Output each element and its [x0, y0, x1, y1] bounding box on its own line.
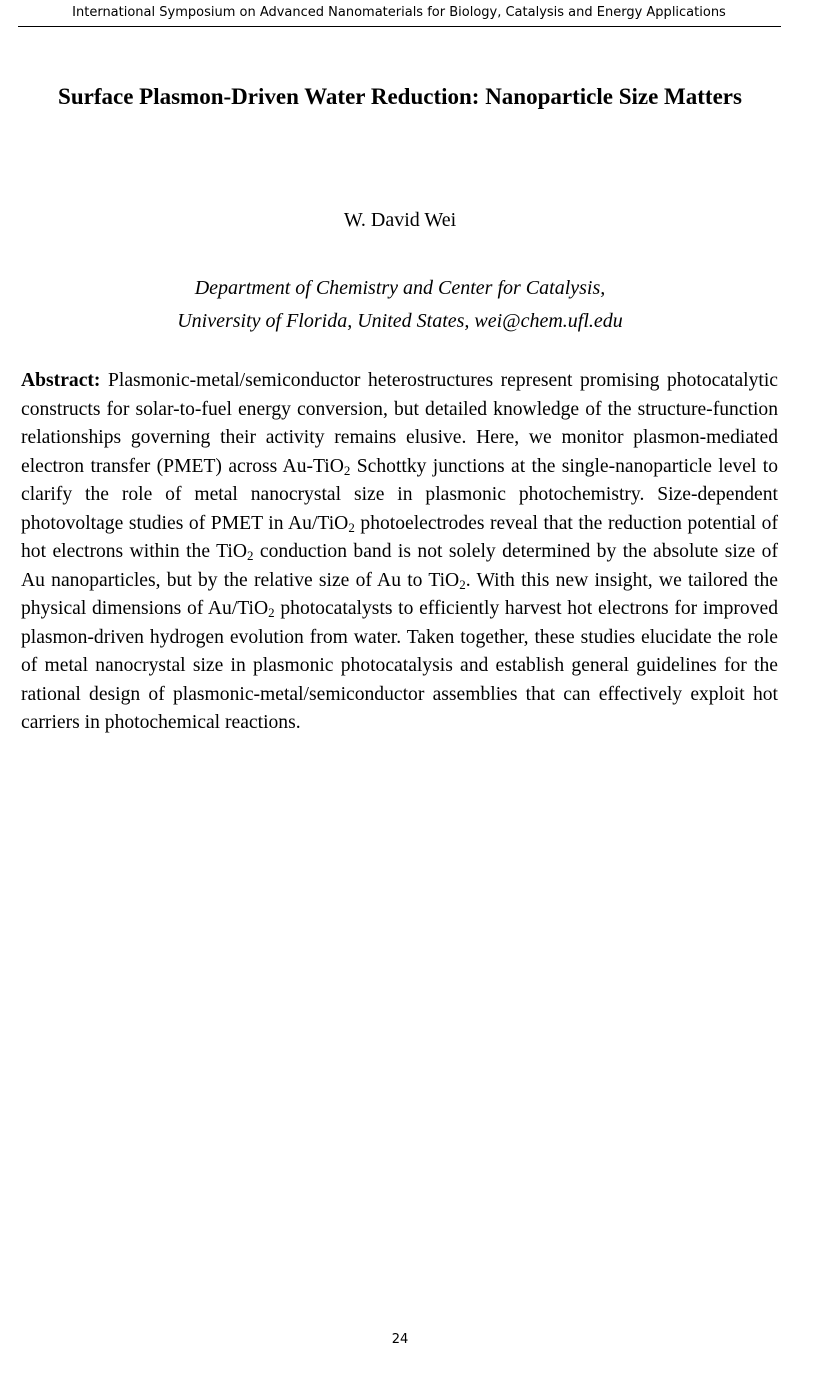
affiliation-line-1: Department of Chemistry and Center for Catalysis,	[194, 277, 606, 299]
subscript: 2	[247, 548, 254, 563]
subscript: 2	[348, 519, 355, 535]
page-number: 24	[391, 1332, 409, 1347]
running-header: International Symposium on Advanced Nanomaterials for Biology, Catalysis and Energy Applications	[72, 5, 726, 20]
abstract-text: photoelectrodes reveal that the reduction potential of hot electrons within the TiO	[21, 512, 779, 562]
subscript: 2	[459, 576, 466, 592]
affiliation	[20, 272, 780, 338]
paper-title: Surface Plasmon-Driven Water Reduction: Nanoparticle Size Matters	[58, 84, 742, 109]
abstract-paragraph	[21, 367, 778, 738]
subscript: 2	[268, 605, 275, 620]
abstract-text: Schottky junctions at the single-nanoparticle level to clarify the role of metal nanocrystal size in plasmonic photochemistry. Size-dependent photovoltage studies of PMET in Au/TiO	[21, 455, 778, 534]
abstract-text: Plasmonic-metal/semiconductor heterostructures represent promising photocatalytic constructs for solar-to-fuel energy conversion, but detailed knowledge of the structure-function relationships governing their activity remains elusive. Here, we monitor plasmon-mediated electron transfer (PMET) across Au-TiO	[21, 370, 778, 477]
abstract-text: . With this new insight, we tailored the physical dimensions of Au/TiO	[21, 569, 778, 619]
affiliation-line-2: University of Florida, United States, wei@chem.ufl.edu	[177, 310, 623, 332]
header-rule	[18, 26, 781, 27]
abstract-text: photocatalysts to efficiently harvest hot electrons for improved plasmon-driven hydrogen evolution from water. Taken together, these studies elucidate the role of metal nanocrystal size in plasmonic photocatalysis and establish general guidelines for the rational design of plasmonic-metal/semiconductor assemblies that can effectively exploit hot carriers in photochemical reactions.	[21, 598, 778, 733]
abstract-text: conduction band is not solely determined by the absolute size of Au nanoparticles, but by the relative size of Au to TiO	[21, 541, 778, 591]
subscript: 2	[343, 462, 351, 478]
abstract-label: Abstract:	[21, 370, 101, 391]
author-name: W. David Wei	[343, 209, 457, 231]
